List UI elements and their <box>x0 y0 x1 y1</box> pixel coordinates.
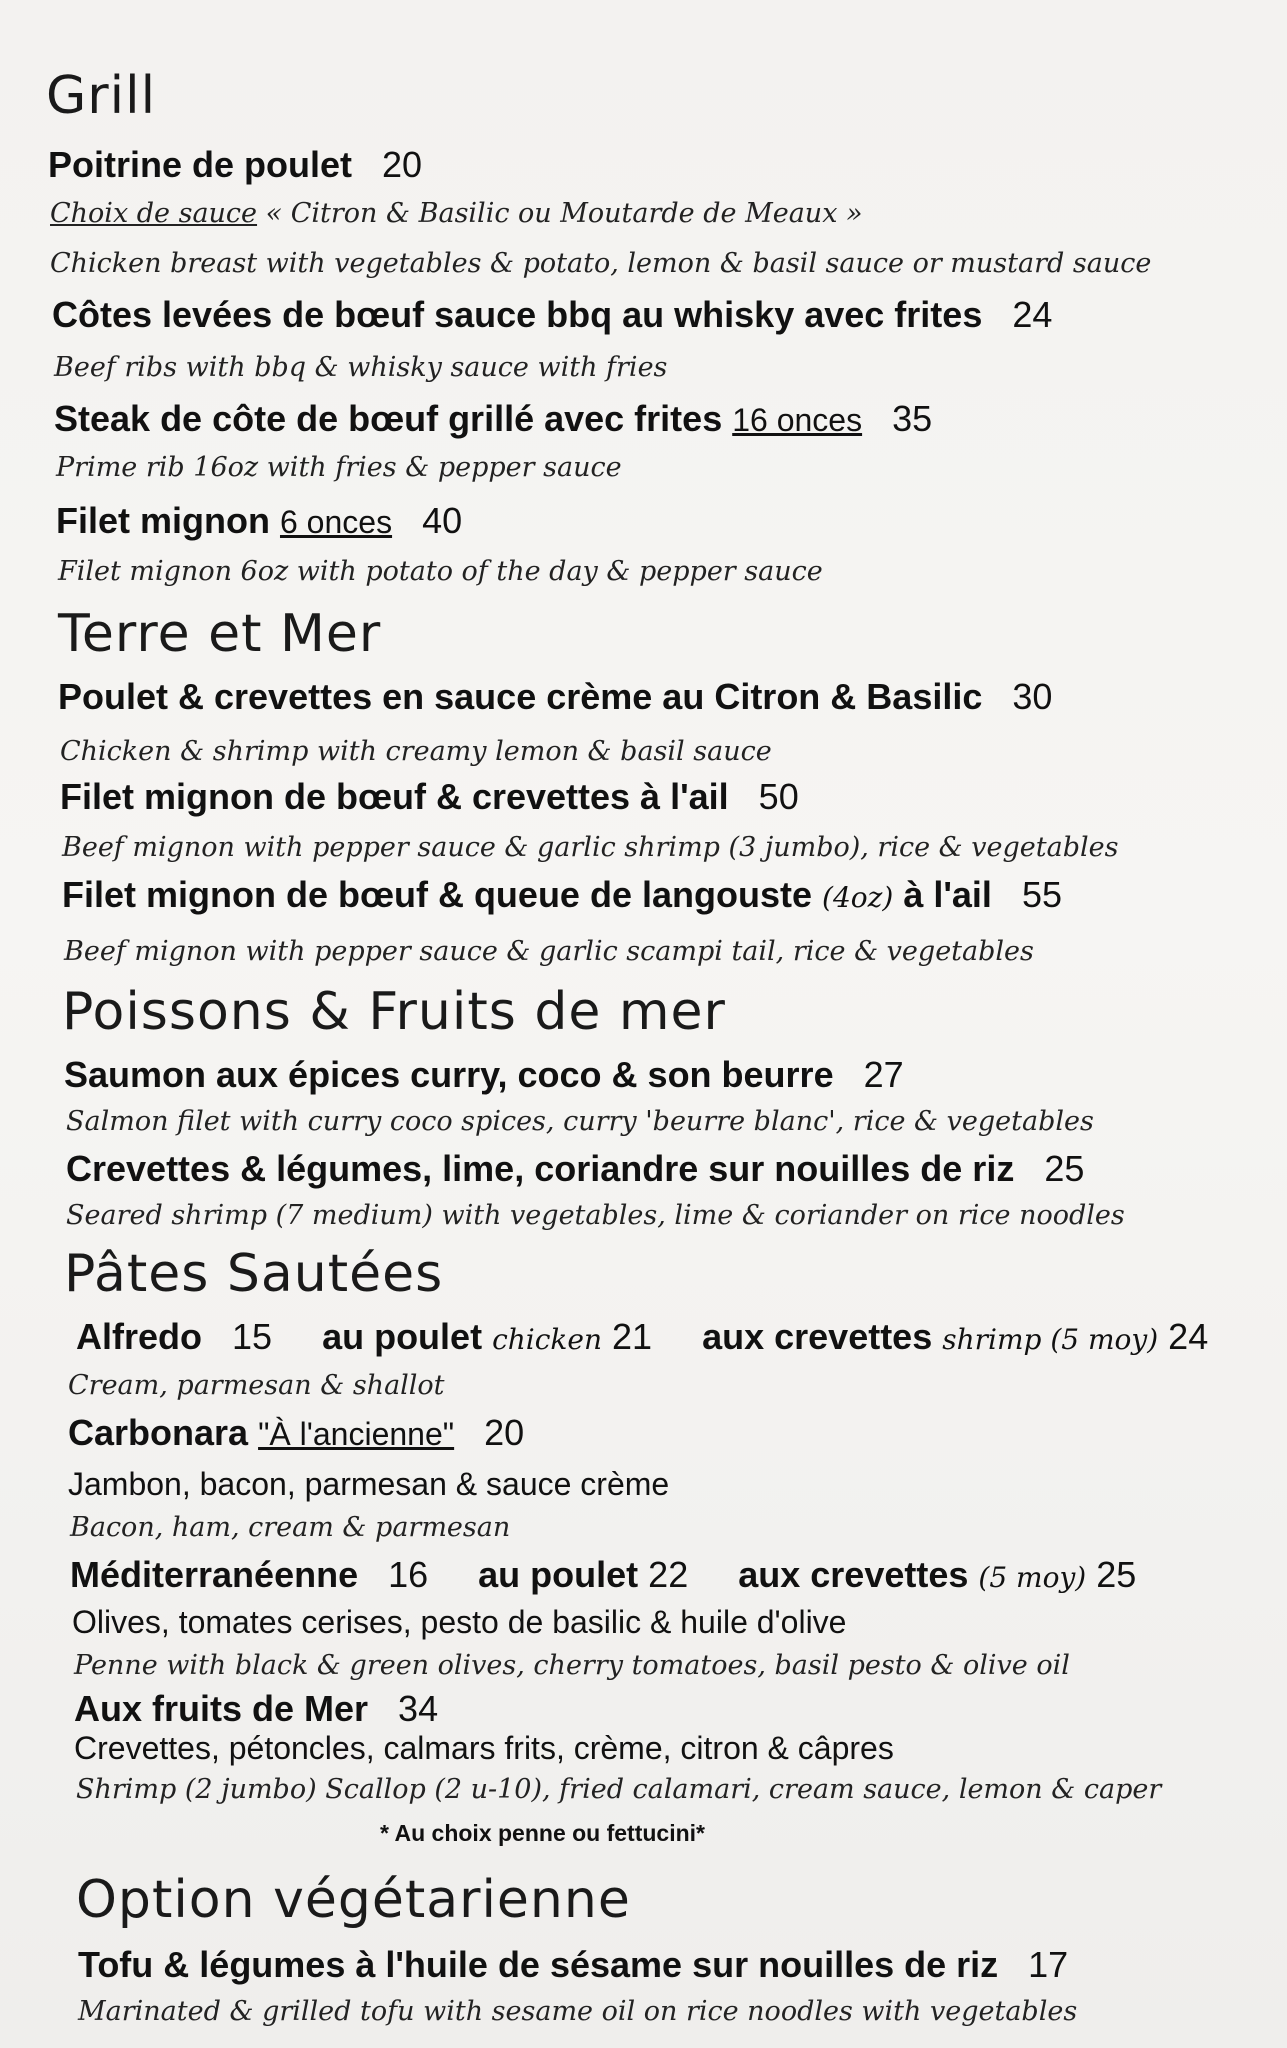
dish-name: Poitrine de poulet <box>48 144 353 185</box>
dish-poulet-crevettes <box>58 676 1052 718</box>
dish-name: Saumon aux épices curry, coco & son beurre <box>64 1054 834 1095</box>
sauce-choice-options: « Citron & Basilic ou Moutarde de Meaux » <box>257 198 863 229</box>
dish-french-description: Crevettes, pétoncles, calmars frits, crème, citron & câpres <box>74 1730 894 1766</box>
option-crevettes: aux crevettes <box>702 1316 933 1357</box>
section-title-terre-et-mer: Terre et Mer <box>58 604 382 664</box>
dish-description: Bacon, ham, cream & parmesan <box>70 1512 511 1543</box>
option-crevettes-size: (5 moy) <box>978 1561 1087 1594</box>
dish-french-description: Jambon, bacon, parmesan & sauce crème <box>68 1466 670 1502</box>
dish-price: 25 <box>1044 1148 1085 1189</box>
dish-name: Filet mignon de bœuf & queue de langouste <box>62 874 812 915</box>
dish-price: 27 <box>863 1054 904 1095</box>
dish-description: Beef mignon with pepper sauce & garlic shrimp (3 jumbo), rice & vegetables <box>62 832 1119 863</box>
dish-description: Salmon filet with curry coco spices, curry 'beurre blanc', rice & vegetables <box>66 1106 1094 1137</box>
dish-aux-fruits-de-mer <box>74 1688 438 1730</box>
dish-name-suffix: à l'ail <box>903 874 992 915</box>
dish-cotes-levees <box>52 294 1052 336</box>
dish-description: Prime rib 16oz with fries & pepper sauce <box>56 452 622 483</box>
option-crevettes-price: 24 <box>1168 1316 1209 1357</box>
dish-price: 20 <box>382 144 423 185</box>
dish-description: Cream, parmesan & shallot <box>68 1370 445 1401</box>
dish-price: 55 <box>1021 874 1062 915</box>
dish-name: Poulet & crevettes en sauce crème au Citron & Basilic <box>58 676 983 717</box>
dish-name: Tofu & légumes à l'huile de sésame sur nouilles de riz <box>78 1944 999 1985</box>
dish-french-description: Olives, tomates cerises, pesto de basilic & huile d'olive <box>72 1604 847 1640</box>
dish-mediterraneenne <box>70 1554 1136 1596</box>
dish-price: 20 <box>484 1412 525 1453</box>
dish-alfredo <box>76 1316 1208 1358</box>
dish-tofu-legumes <box>78 1944 1068 1986</box>
dish-steak-de-cote <box>54 398 932 440</box>
section-title-poissons: Poissons & Fruits de mer <box>62 982 726 1042</box>
dish-description: Beef mignon with pepper sauce & garlic scampi tail, rice & vegetables <box>64 936 1034 967</box>
section-title-grill: Grill <box>46 66 157 126</box>
pasta-choice-note: * Au choix penne ou fettucini* <box>380 1820 705 1846</box>
dish-price: 35 <box>892 398 933 439</box>
dish-description: Chicken breast with vegetables & potato, lemon & basil sauce or mustard sauce <box>50 248 1152 279</box>
dish-carbonara <box>68 1412 524 1454</box>
dish-description: Filet mignon 6oz with potato of the day & pepper sauce <box>58 556 823 587</box>
dish-price: 16 <box>388 1554 429 1595</box>
option-poulet-price: 22 <box>648 1554 689 1595</box>
dish-poitrine-de-poulet <box>48 144 422 186</box>
option-poulet-price: 21 <box>612 1316 653 1357</box>
section-title-vegetarien: Option végétarienne <box>76 1870 631 1930</box>
option-crevettes-english: shrimp (5 moy) <box>942 1323 1159 1356</box>
option-crevettes-price: 25 <box>1096 1554 1137 1595</box>
dish-name: Aux fruits de Mer <box>74 1688 369 1729</box>
dish-description: Seared shrimp (7 medium) with vegetables, lime & coriander on rice noodles <box>66 1200 1125 1231</box>
dish-filet-mignon-crevettes <box>60 776 799 818</box>
section-title-pates: Pâtes Sautées <box>64 1244 444 1304</box>
dish-crevettes-legumes <box>66 1148 1084 1190</box>
dish-name: Carbonara <box>68 1412 249 1453</box>
dish-price: 40 <box>422 500 463 541</box>
dish-name: Crevettes & légumes, lime, coriandre sur nouilles de riz <box>66 1148 1015 1189</box>
dish-saumon <box>64 1054 904 1096</box>
dish-price: 15 <box>232 1316 273 1357</box>
dish-filet-mignon <box>56 500 462 542</box>
dish-style: "À l'ancienne" <box>258 1416 455 1452</box>
option-poulet-english: chicken <box>492 1323 602 1356</box>
dish-price: 34 <box>398 1688 439 1729</box>
dish-name: Alfredo <box>76 1316 202 1357</box>
dish-description: Penne with black & green olives, cherry tomatoes, basil pesto & olive oil <box>74 1650 1070 1681</box>
dish-name: Steak de côte de bœuf grillé avec frites <box>54 398 723 439</box>
dish-description: Chicken & shrimp with creamy lemon & basil sauce <box>60 736 772 767</box>
sauce-choice-line <box>50 198 863 229</box>
option-crevettes: aux crevettes <box>738 1554 969 1595</box>
dish-size: (4oz) <box>822 881 894 914</box>
dish-size: 6 onces <box>279 504 393 540</box>
dish-filet-mignon-langouste <box>62 874 1062 916</box>
sauce-choice-label: Choix de sauce <box>50 198 258 229</box>
dish-description: Shrimp (2 jumbo) Scallop (2 u-10), fried calamari, cream sauce, lemon & caper <box>76 1774 1162 1805</box>
dish-description: Beef ribs with bbq & whisky sauce with fries <box>54 352 668 383</box>
dish-name: Côtes levées de bœuf sauce bbq au whisky avec frites <box>52 294 983 335</box>
option-poulet: au poulet <box>478 1554 639 1595</box>
dish-description: Marinated & grilled tofu with sesame oil on rice noodles with vegetables <box>78 1996 1078 2027</box>
dish-price: 17 <box>1028 1944 1069 1985</box>
dish-price: 30 <box>1012 676 1053 717</box>
dish-name: Méditerranéenne <box>70 1554 359 1595</box>
dish-price: 50 <box>758 776 799 817</box>
dish-size: 16 onces <box>732 402 863 438</box>
dish-name: Filet mignon <box>56 500 270 541</box>
option-poulet: au poulet <box>322 1316 483 1357</box>
dish-price: 24 <box>1012 294 1053 335</box>
dish-name: Filet mignon de bœuf & crevettes à l'ail <box>60 776 729 817</box>
